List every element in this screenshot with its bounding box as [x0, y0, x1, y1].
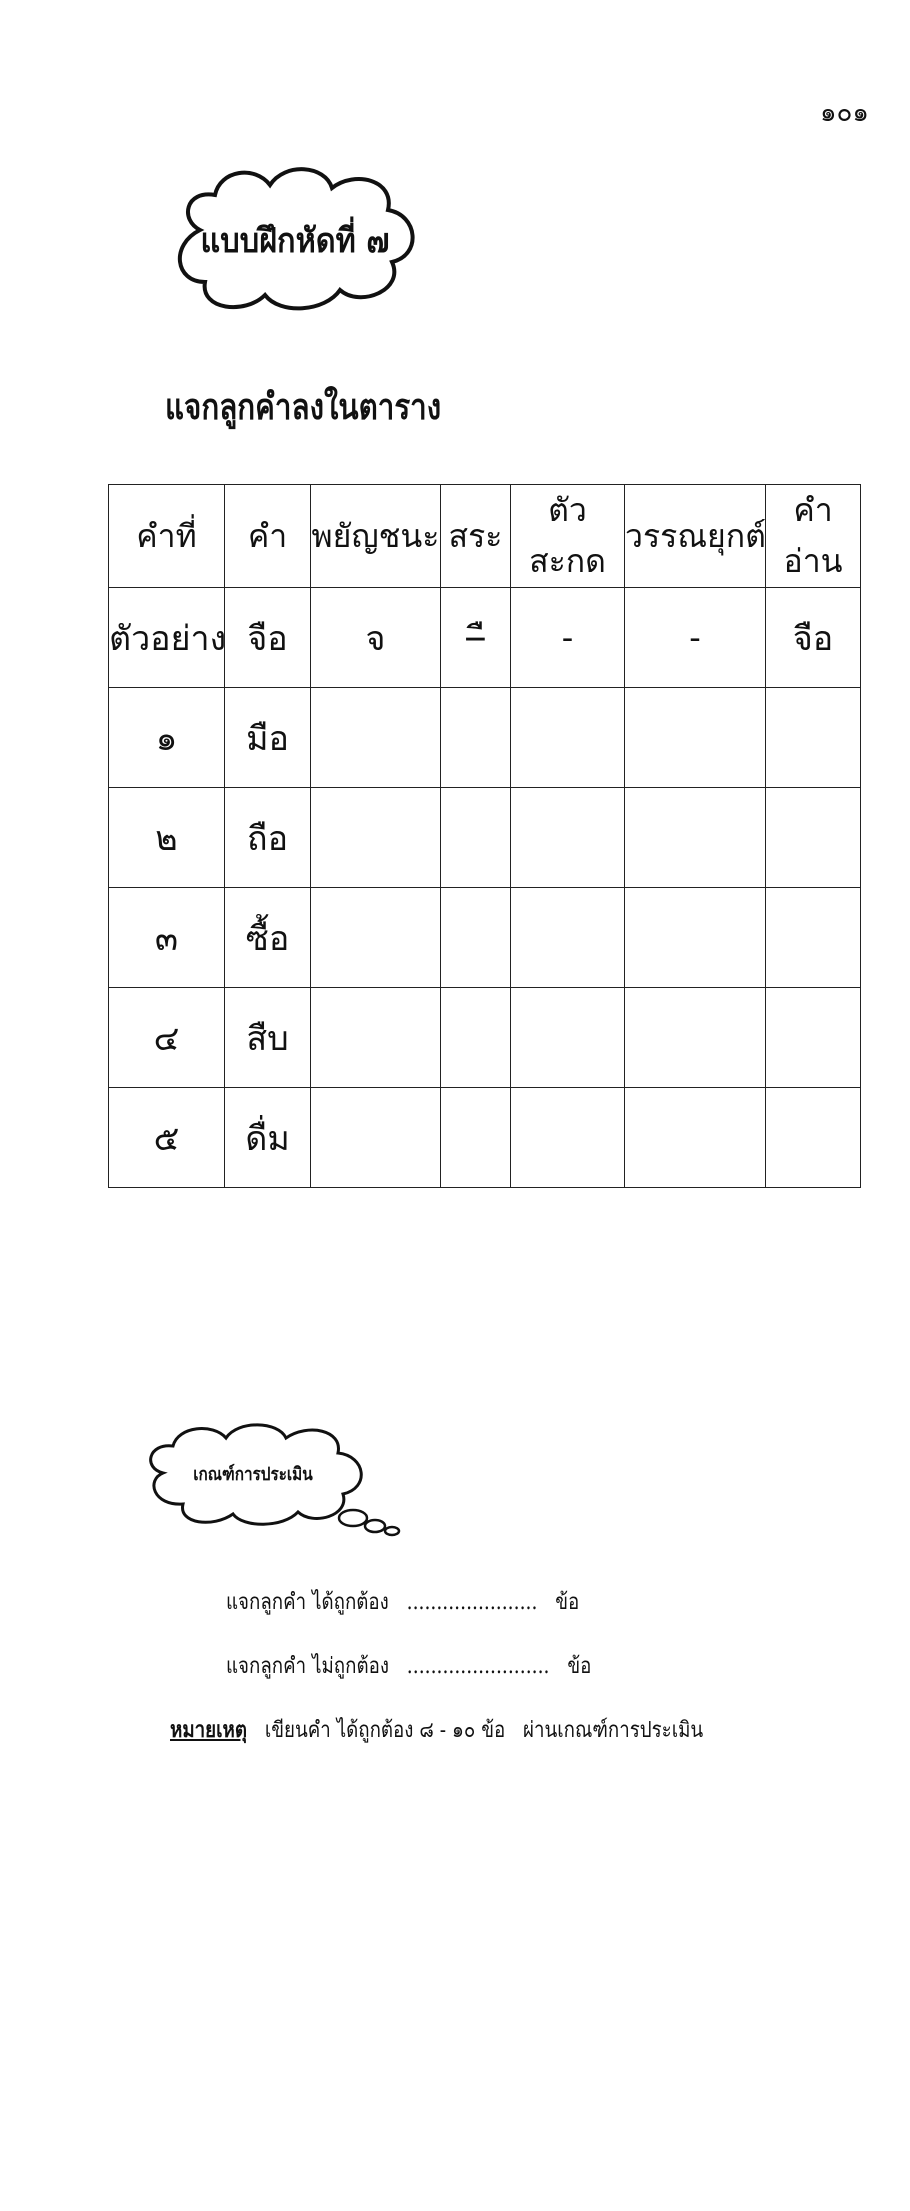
header-cell: คำ: [225, 485, 311, 588]
table-cell: จือ: [766, 588, 861, 688]
table-row: [109, 1088, 861, 1188]
table-row: [109, 988, 861, 1088]
header-cell: วรรณยุกต์: [625, 485, 766, 588]
note-line: [170, 1712, 703, 1747]
answer-cell[interactable]: [766, 988, 861, 1088]
answer-cell[interactable]: [441, 988, 511, 1088]
table-cell: ดื่ม: [225, 1088, 311, 1188]
answer-cell[interactable]: [511, 988, 625, 1088]
table-cell: ซื้อ: [225, 888, 311, 988]
answer-cell[interactable]: [311, 888, 441, 988]
table-cell: ตัวอย่าง: [109, 588, 225, 688]
syllable-table: [108, 484, 861, 1188]
criteria-cloud: [138, 1418, 408, 1538]
table-row: [109, 888, 861, 988]
answer-cell[interactable]: [441, 788, 511, 888]
table-row: [109, 788, 861, 888]
table-cell: ๑: [109, 688, 225, 788]
answer-cell[interactable]: [511, 888, 625, 988]
title-cloud: [160, 160, 430, 320]
table-cell: -: [625, 588, 766, 688]
criteria-title: เกณฑ์การประเมิน: [193, 1463, 313, 1485]
header-cell: ตัวสะกด: [511, 485, 625, 588]
note-heading: หมายเหตุ: [170, 1717, 247, 1743]
answer-cell[interactable]: [766, 788, 861, 888]
criteria-correct-label: แจกลูกคำ ได้ถูกต้อง: [226, 1590, 389, 1615]
answer-cell[interactable]: [311, 788, 441, 888]
answer-cell[interactable]: [311, 1088, 441, 1188]
criteria-incorrect-blank[interactable]: ........................: [406, 1654, 550, 1679]
criteria-correct-line: [226, 1584, 579, 1619]
answer-cell[interactable]: [625, 888, 766, 988]
answer-cell[interactable]: [511, 688, 625, 788]
answer-cell[interactable]: [311, 688, 441, 788]
header-cell: คำที่: [109, 485, 225, 588]
table-cell: ๓: [109, 888, 225, 988]
note-text: เขียนคำ ได้ถูกต้อง ๘ - ๑๐ ข้อ ผ่านเกณฑ์การประเมิน: [264, 1718, 704, 1743]
instruction-heading: แจกลูกคำลงในตาราง: [165, 386, 442, 428]
answer-cell[interactable]: [441, 688, 511, 788]
answer-cell[interactable]: [511, 1088, 625, 1188]
criteria-incorrect-line: [226, 1648, 591, 1683]
table-cell: ๔: [109, 988, 225, 1088]
table-cell: ๒: [109, 788, 225, 888]
header-cell: คำอ่าน: [766, 485, 861, 588]
answer-cell[interactable]: [441, 1088, 511, 1188]
answer-cell[interactable]: [625, 1088, 766, 1188]
table-cell: มือ: [225, 688, 311, 788]
table-cell: ถือ: [225, 788, 311, 888]
answer-cell[interactable]: [625, 988, 766, 1088]
table-cell: -: [511, 588, 625, 688]
exercise-title: แบบฝึกหัดที่ ๗: [200, 221, 390, 261]
table-cell: จ: [311, 588, 441, 688]
header-cell: สระ: [441, 485, 511, 588]
criteria-correct-unit: ข้อ: [555, 1590, 580, 1615]
answer-cell[interactable]: [511, 788, 625, 888]
table-cell: จือ: [225, 588, 311, 688]
table-header-row: [109, 485, 861, 588]
answer-cell[interactable]: [625, 688, 766, 788]
answer-cell[interactable]: [766, 888, 861, 988]
table-cell: –ื: [441, 588, 511, 688]
table-cell: ๕: [109, 1088, 225, 1188]
criteria-incorrect-unit: ข้อ: [567, 1654, 592, 1679]
answer-cell[interactable]: [625, 788, 766, 888]
table-cell: สืบ: [225, 988, 311, 1088]
table-row: [109, 688, 861, 788]
criteria-correct-blank[interactable]: ......................: [406, 1590, 538, 1615]
criteria-incorrect-label: แจกลูกคำ ไม่ถูกต้อง: [226, 1654, 389, 1679]
answer-cell[interactable]: [441, 888, 511, 988]
header-cell: พยัญชนะ: [311, 485, 441, 588]
page-number: ๑๐๑: [820, 98, 869, 128]
table-row-example: [109, 588, 861, 688]
answer-cell[interactable]: [311, 988, 441, 1088]
answer-cell[interactable]: [766, 1088, 861, 1188]
answer-cell[interactable]: [766, 688, 861, 788]
